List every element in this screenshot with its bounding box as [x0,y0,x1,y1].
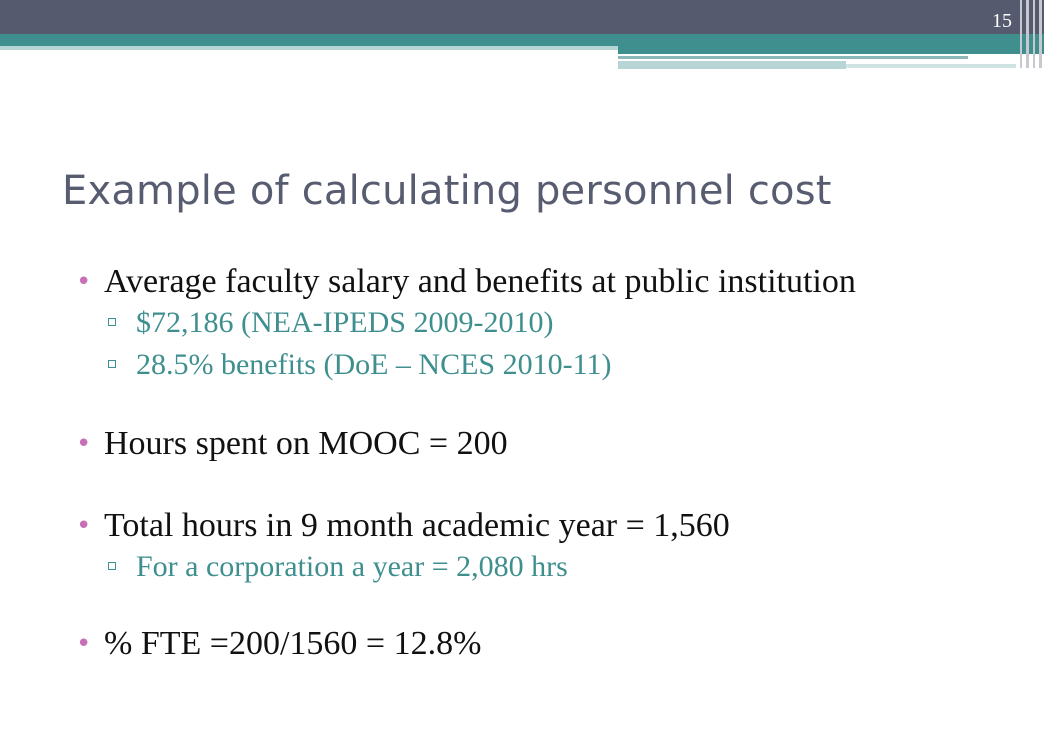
bullet-dot-icon: • [76,629,92,659]
bullet-item [70,262,1020,302]
slide-number: 15 [992,10,1012,32]
bullet-item [70,424,1020,464]
header-band-dark [0,0,1044,34]
sub-bullet-item [70,344,1020,386]
bullet-item [70,624,1020,664]
bullet-dot-icon: • [76,267,92,297]
sub-bullet-text: 28.5% benefits (DoE – NCES 2010-11) [136,348,612,381]
bullet-dot-icon: • [76,511,92,541]
header-vertical-line [1026,0,1029,68]
sub-bullet-text: $72,186 (NEA-IPEDS 2009-2010) [136,306,554,339]
header-vertical-line [1033,0,1035,68]
header-band-light [0,46,618,50]
header-stripe [618,56,968,59]
square-bullet-icon [108,562,116,570]
slide-title: Example of calculating personnel cost [62,168,832,214]
bullet-text: % FTE =200/1560 = 12.8% [104,625,482,662]
bullet-text: Total hours in 9 month academic year = 1,560 [104,507,730,544]
sub-bullet-item [70,546,1020,588]
bullet-item [70,506,1020,546]
square-bullet-icon [108,318,116,326]
header-band-teal [0,34,1044,46]
square-bullet-icon [108,360,116,368]
bullet-text: Hours spent on MOOC = 200 [104,425,508,462]
header-stripe [618,46,1044,54]
header-vertical-line [1039,0,1042,68]
header-stripe [618,61,846,69]
header-vertical-line [1020,0,1022,68]
sub-bullet-text: For a corporation a year = 2,080 hrs [136,550,568,583]
header-stripe [846,64,1016,68]
bullet-text: Average faculty salary and benefits at public institution [104,263,856,300]
bullet-dot-icon: • [76,429,92,459]
slide-body [70,262,1020,664]
sub-bullet-item [70,302,1020,344]
